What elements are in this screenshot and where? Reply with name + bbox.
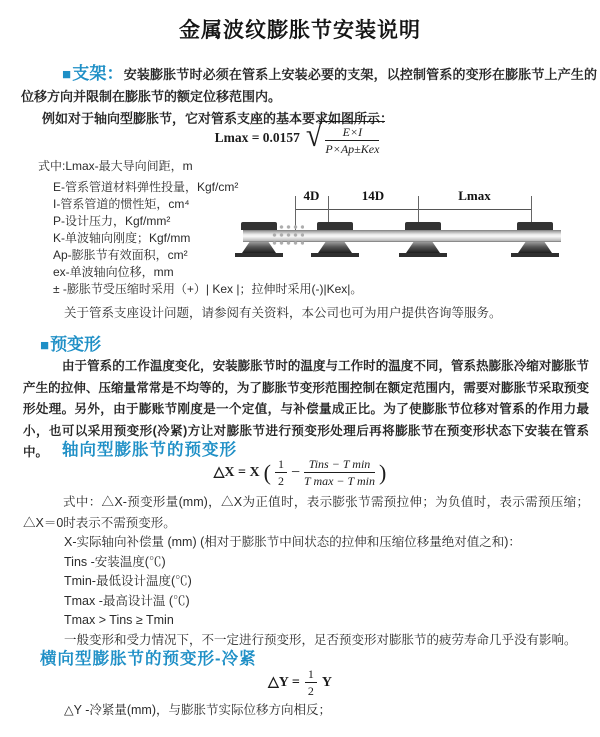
support-pedestal [406,242,440,253]
section-marker-icon: ■ [40,337,50,354]
close-paren: ) [379,459,387,485]
open-paren: ( [263,459,271,485]
axial-frac1-num: 1 [275,457,287,473]
sqrt-radical [305,116,385,157]
variable-line: I-管系管道的惯性矩，cm⁴ [53,197,190,211]
pipe-support [311,190,359,270]
predeform-paragraph: 由于管系的工作温度变化，安装膨胀节时的温度与工作时的温度不同，管系热膨胀冷缩对膨胀节产生的拉伸、压缩量常常是不均等的，为了膨胀节变形范围控制在额定范围内，需要对膨胀节采取预变形处理。另外，由于膨账节刚度是一个定值，与补偿量成正比。为了使膨胀节位移对管系的作用力最小，也可以采用预变形(冷紧)方让对膨胀节进行预变形处理后再将膨胀节在预变形状态下安装在管系中。 [23,359,589,459]
lateral-formula [0,667,600,699]
axial-variable-line: Tmax > Tins ≥ Tmin [64,613,174,627]
support-base [511,253,559,257]
pipe-clamp [405,222,441,230]
variable-line: ± -膨胀节受压缩时采用（+）| Kex |；拉伸时采用(-)|Kex|。 [53,282,363,296]
variable-line: K-单波轴向刚度；Kgf/mm [53,231,191,245]
axial-frac1-den: 2 [277,474,284,489]
axial-variable-line: X-实际轴向补偿量 (mm) (相对于膨胀节中间状态的拉伸和压缩位移量绝对值之和)： [64,535,521,549]
section-support-heading [62,64,124,83]
section-marker-icon: ■ [62,66,72,83]
page-title: 金属波纹膨胀节安装说明 [179,19,421,42]
variable-line: P-设计压力，Kgf/mm² [53,214,171,228]
section-predeform-label: 预变形 [50,335,102,354]
lmax-formula-lhs: Lmax = 0.0157 [214,130,300,146]
sqrt-symbol-icon: √ [305,116,323,154]
axial-note-line: 一般变形和受力情况下，不一定进行预变形，足否预变形对膨胀节的疲劳寿命几乎没有影响。 [64,632,577,647]
section-predeform-heading [40,330,101,355]
lmax-formula-denominator: P×Ap±Kex [325,142,380,157]
lateral-frac-num: 1 [305,667,317,683]
axial-formula [0,457,600,489]
dim-label-14d: 14D [361,188,385,203]
pipe-clamp [517,222,553,230]
variable-line: ex-单波轴向位移，mm [53,265,174,279]
pipe-clamp [241,222,277,230]
support-base [311,253,359,257]
section-support-label: 支架： [72,64,124,83]
lateral-subtitle: 横向型膨胀节的预变形-冷紧 [40,650,257,668]
axial-frac2-den: T max − T min [303,474,375,489]
pipe-support-diagram [243,190,573,270]
axial-variable-line: Tmin-最低设计温度(℃) [64,574,192,588]
pipe-support [399,190,447,270]
lmax-formula-numerator: E×I [325,125,379,141]
lateral-formula-description: △Y -冷紧量(mm)，与膨胀节实际位移方向相反； [64,703,332,717]
variable-list-intro: 式中:Lmax-最大导向间距，m [38,159,193,173]
variable-line: Ap-膨胀节有效面积，cm² [53,248,188,262]
minus-sign: − [290,463,300,481]
support-pedestal [242,242,276,253]
lateral-formula-rhs: Y [321,674,332,690]
pipe-clamp [317,222,353,230]
axial-subtitle: 轴向型膨胀节的预变形 [62,441,237,459]
variable-line: E-管系管道材料弹性投量，Kgf/cm² [53,180,239,194]
support-paragraph [21,63,597,108]
axial-variable-list [64,533,577,650]
dim-label-lmax: Lmax [458,188,491,203]
axial-formula-description: 式中：△X-预变形量(mm)，△X为正值时，表示膨张节需预拉伸；为负值时，表示需预压缩；△X＝0时表示不需预变形。 [23,495,589,530]
support-paragraph-text: 安装膨胀节时必须在管系上安装必要的支架，以控制管系的变形在膨胀节上产生的位移方向并限制在膨胀节的额定位移范围内。 [21,67,598,104]
anchor-support [235,190,283,270]
axial-frac2-num: Tins − T min [304,457,375,473]
pipe-support [511,190,559,270]
support-base [399,253,447,257]
support-base [235,253,283,257]
support-pedestal [318,242,352,253]
axial-variable-line: Tmax -最高设计温 (℃) [64,593,190,608]
dim-label-4d: 4D [303,188,320,203]
example-line: 例如对于轴向型膨胀节，它对管系支座的基本要求如图所示： [42,111,394,126]
lateral-frac-den: 2 [307,684,314,699]
axial-variable-line: Tins -安装温度(℃) [64,554,166,569]
axial-formula-lhs: △X = X [213,465,260,481]
support-design-note: 关于管系支座设计问题，请参阅有关资料，本公司也可为用户提供咨询等服务。 [64,306,502,320]
lateral-formula-lhs: △Y = [268,675,300,691]
support-pedestal [518,242,552,253]
